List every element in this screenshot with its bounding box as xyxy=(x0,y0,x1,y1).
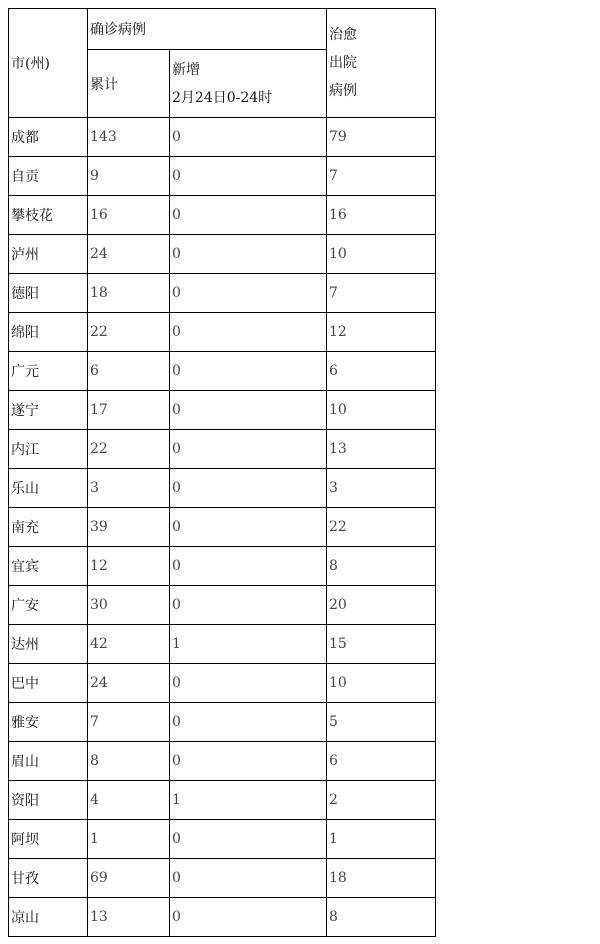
city-cell: 达州 xyxy=(9,625,88,664)
table-row xyxy=(9,469,436,508)
city-cell: 成都 xyxy=(9,118,88,157)
total-cell: 6 xyxy=(88,352,170,391)
table-row xyxy=(9,196,436,235)
recovered-cell: 16 xyxy=(327,196,436,235)
recovered-cell: 7 xyxy=(327,157,436,196)
city-cell: 自贡 xyxy=(9,157,88,196)
total-cell: 12 xyxy=(88,547,170,586)
total-cell: 18 xyxy=(88,274,170,313)
new-cell: 0 xyxy=(170,898,327,937)
table-row xyxy=(9,391,436,430)
city-cell: 攀枝花 xyxy=(9,196,88,235)
city-cell: 凉山 xyxy=(9,898,88,937)
recovered-cell: 13 xyxy=(327,430,436,469)
recovered-cell: 12 xyxy=(327,313,436,352)
new-cell: 1 xyxy=(170,781,327,820)
new-cell: 0 xyxy=(170,820,327,859)
total-cell: 13 xyxy=(88,898,170,937)
total-cell: 22 xyxy=(88,430,170,469)
table-body xyxy=(9,118,436,937)
city-cell: 内江 xyxy=(9,430,88,469)
header-recovered-line2: 出院 xyxy=(329,55,357,71)
total-cell: 7 xyxy=(88,703,170,742)
recovered-cell: 1 xyxy=(327,820,436,859)
header-recovered xyxy=(327,9,436,118)
total-cell: 22 xyxy=(88,313,170,352)
total-cell: 69 xyxy=(88,859,170,898)
header-cumulative xyxy=(88,50,170,118)
total-cell: 24 xyxy=(88,664,170,703)
table-row xyxy=(9,703,436,742)
city-cell: 眉山 xyxy=(9,742,88,781)
table-row xyxy=(9,118,436,157)
new-cell: 0 xyxy=(170,352,327,391)
total-cell: 143 xyxy=(88,118,170,157)
city-cell: 资阳 xyxy=(9,781,88,820)
header-confirmed xyxy=(88,9,327,50)
recovered-cell: 79 xyxy=(327,118,436,157)
new-cell: 0 xyxy=(170,859,327,898)
table-row xyxy=(9,898,436,937)
city-cell: 巴中 xyxy=(9,664,88,703)
recovered-cell: 7 xyxy=(327,274,436,313)
recovered-cell: 10 xyxy=(327,391,436,430)
table-row xyxy=(9,508,436,547)
city-cell: 广安 xyxy=(9,586,88,625)
new-cell: 0 xyxy=(170,430,327,469)
header-city-label: 市(州) xyxy=(11,56,50,72)
new-cell: 0 xyxy=(170,313,327,352)
total-cell: 39 xyxy=(88,508,170,547)
total-cell: 16 xyxy=(88,196,170,235)
new-cell: 0 xyxy=(170,118,327,157)
table-row xyxy=(9,625,436,664)
total-cell: 42 xyxy=(88,625,170,664)
city-cell: 德阳 xyxy=(9,274,88,313)
new-cell: 0 xyxy=(170,508,327,547)
recovered-cell: 15 xyxy=(327,625,436,664)
total-cell: 9 xyxy=(88,157,170,196)
new-cell: 0 xyxy=(170,235,327,274)
new-cell: 0 xyxy=(170,196,327,235)
new-cell: 0 xyxy=(170,274,327,313)
table-row xyxy=(9,781,436,820)
city-cell: 绵阳 xyxy=(9,313,88,352)
header-cumulative-label: 累计 xyxy=(90,76,118,93)
table-row xyxy=(9,547,436,586)
total-cell: 17 xyxy=(88,391,170,430)
table-row xyxy=(9,235,436,274)
new-cell: 0 xyxy=(170,586,327,625)
table-row xyxy=(9,820,436,859)
recovered-cell: 5 xyxy=(327,703,436,742)
city-cell: 广元 xyxy=(9,352,88,391)
recovered-cell: 22 xyxy=(327,508,436,547)
table-row xyxy=(9,157,436,196)
total-cell: 3 xyxy=(88,469,170,508)
recovered-cell: 20 xyxy=(327,586,436,625)
new-cell: 0 xyxy=(170,547,327,586)
recovered-cell: 8 xyxy=(327,898,436,937)
recovered-cell: 6 xyxy=(327,742,436,781)
recovered-cell: 6 xyxy=(327,352,436,391)
city-cell: 乐山 xyxy=(9,469,88,508)
new-cell: 0 xyxy=(170,469,327,508)
recovered-cell: 3 xyxy=(327,469,436,508)
new-cell: 0 xyxy=(170,157,327,196)
recovered-cell: 10 xyxy=(327,235,436,274)
new-cell: 0 xyxy=(170,391,327,430)
cases-table xyxy=(8,8,436,937)
new-cell: 0 xyxy=(170,703,327,742)
header-recovered-line1: 治愈 xyxy=(329,27,357,43)
city-cell: 泸州 xyxy=(9,235,88,274)
new-cell: 0 xyxy=(170,664,327,703)
header-new xyxy=(170,50,327,118)
table-row xyxy=(9,313,436,352)
city-cell: 宜宾 xyxy=(9,547,88,586)
total-cell: 8 xyxy=(88,742,170,781)
header-confirmed-label: 确诊病例 xyxy=(90,22,146,38)
recovered-cell: 10 xyxy=(327,664,436,703)
header-city xyxy=(9,9,88,118)
new-cell: 0 xyxy=(170,742,327,781)
header-recovered-line3: 病例 xyxy=(329,83,357,99)
recovered-cell: 18 xyxy=(327,859,436,898)
total-cell: 24 xyxy=(88,235,170,274)
table-row xyxy=(9,664,436,703)
header-new-line1: 新增 xyxy=(172,61,200,78)
table-row xyxy=(9,352,436,391)
city-cell: 遂宁 xyxy=(9,391,88,430)
city-cell: 阿坝 xyxy=(9,820,88,859)
city-cell: 南充 xyxy=(9,508,88,547)
table-row xyxy=(9,586,436,625)
table-row xyxy=(9,742,436,781)
total-cell: 30 xyxy=(88,586,170,625)
city-cell: 甘孜 xyxy=(9,859,88,898)
table-row xyxy=(9,274,436,313)
recovered-cell: 2 xyxy=(327,781,436,820)
city-cell: 雅安 xyxy=(9,703,88,742)
table-row xyxy=(9,859,436,898)
total-cell: 1 xyxy=(88,820,170,859)
recovered-cell: 8 xyxy=(327,547,436,586)
header-new-line2: 2月24日0-24时 xyxy=(172,89,273,106)
new-cell: 1 xyxy=(170,625,327,664)
table-row xyxy=(9,430,436,469)
total-cell: 4 xyxy=(88,781,170,820)
